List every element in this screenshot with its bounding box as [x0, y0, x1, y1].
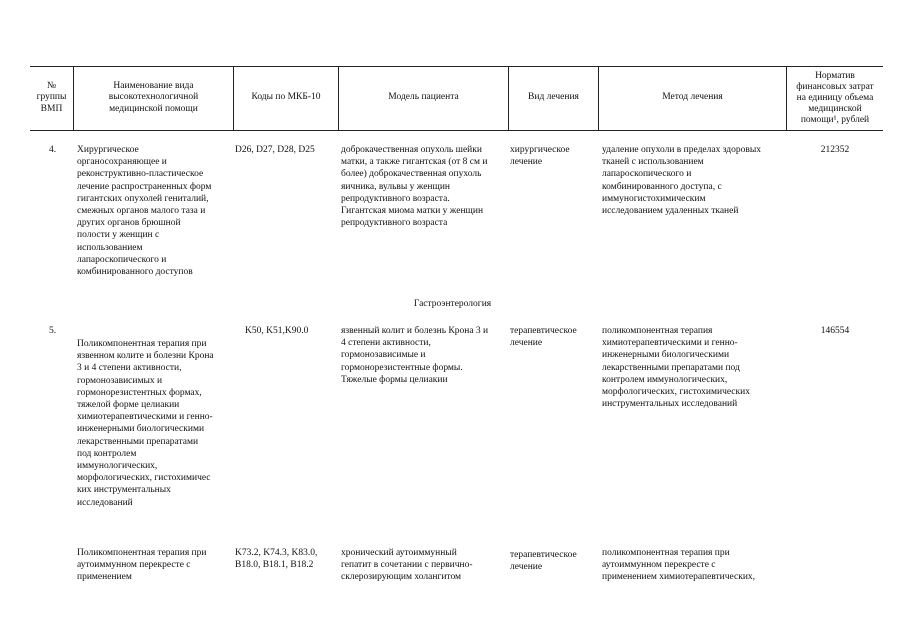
row-care-type: Хирургическое органосохраняющее и реконструктивно-пластическое лечение распространенных форм гигантских опухолей гениталий, смежных органов малого таза и других органов брюшной полости у женщин с использованием лапароскопического и комбинированного доступов — [77, 145, 212, 278]
row-treatment-type: терапевтическое лечение — [510, 326, 577, 349]
header-treatment-type: Вид лечения — [528, 92, 579, 103]
header-bottom-rule — [30, 130, 883, 131]
header-icd-codes: Коды по МКБ-10 — [251, 92, 321, 103]
row-patient-model: хронический аутоиммунный гепатит в сочетании с первично- склерозирующим холангитом — [341, 548, 473, 583]
header-care-type: Наименование вида высокотехнологичной медицинской помощи — [108, 80, 199, 114]
row-cost-norm: 212352 — [820, 145, 850, 155]
row-treatment-method: поликомпонентная терапия химиотерапевтическими и генно- инженерными биологическими лекарственными препаратами под контролем иммунологических, морфологических, гистохимических инструментальных исследований — [602, 326, 750, 410]
section-heading: Гастроэнтерология — [413, 299, 492, 309]
row-icd-codes: K50, K51,K90.0 — [245, 326, 309, 336]
row-treatment-type: хирургическое лечение — [510, 145, 570, 168]
row-care-type: Поликомпонентная терапия при язвенном колите и болезни Крона 3 и 4 степени активности, гормонозависимых и гормонорезистентных формах, тяжелой форме целиакии химиотерапевтическими и генно- инженерными биологическими лекарственными препаратами под контролем иммунологических, морфологических, гистохимичес ких инструментальных исследований — [77, 339, 214, 508]
row-group-no: 5. — [49, 326, 57, 336]
row-care-type: Поликомпонентная терапия при аутоиммунном перекресте с применением — [77, 548, 207, 583]
row-treatment-method: удаление опухоли в пределах здоровых тканей с использованием лапароскопического и комбинированного доступа, с иммуногистохимическим исследованием удаленных тканей — [602, 145, 761, 217]
header-group-no: № группы ВМП — [36, 80, 67, 114]
row-icd-codes: D26, D27, D28, D25 — [235, 145, 315, 155]
row-treatment-method: поликомпонентная терапия при аутоиммунном перекресте с применением химиотерапевтических, — [602, 548, 756, 583]
header-treatment-method: Метод лечения — [662, 92, 723, 103]
row-patient-model: язвенный колит и болезнь Крона 3 и 4 степени активности, гормонозависимые и гормонорезистентные формы. Тяжелые формы целиакии — [341, 326, 489, 385]
row-icd-codes: K73.2, K74.3, K83.0, B18.0, B18.1, B18.2 — [235, 548, 318, 571]
row-cost-norm: 146554 — [820, 326, 850, 336]
header-patient-model: Модель пациента — [388, 92, 459, 103]
row-patient-model: доброкачественная опухоль шейки матки, а также гигантская (от 8 см и более) доброкачественная опухоль яичника, вульвы у женщин репродуктивного возраста. Гигантская миома матки у женщин репродуктивного возраста — [341, 145, 488, 229]
row-treatment-type: терапевтическое лечение — [510, 550, 577, 573]
row-group-no: 4. — [49, 145, 57, 155]
header-cost-norm: Норматив финансовых затрат на единицу объема медицинской помощи¹, рублей — [796, 70, 874, 125]
